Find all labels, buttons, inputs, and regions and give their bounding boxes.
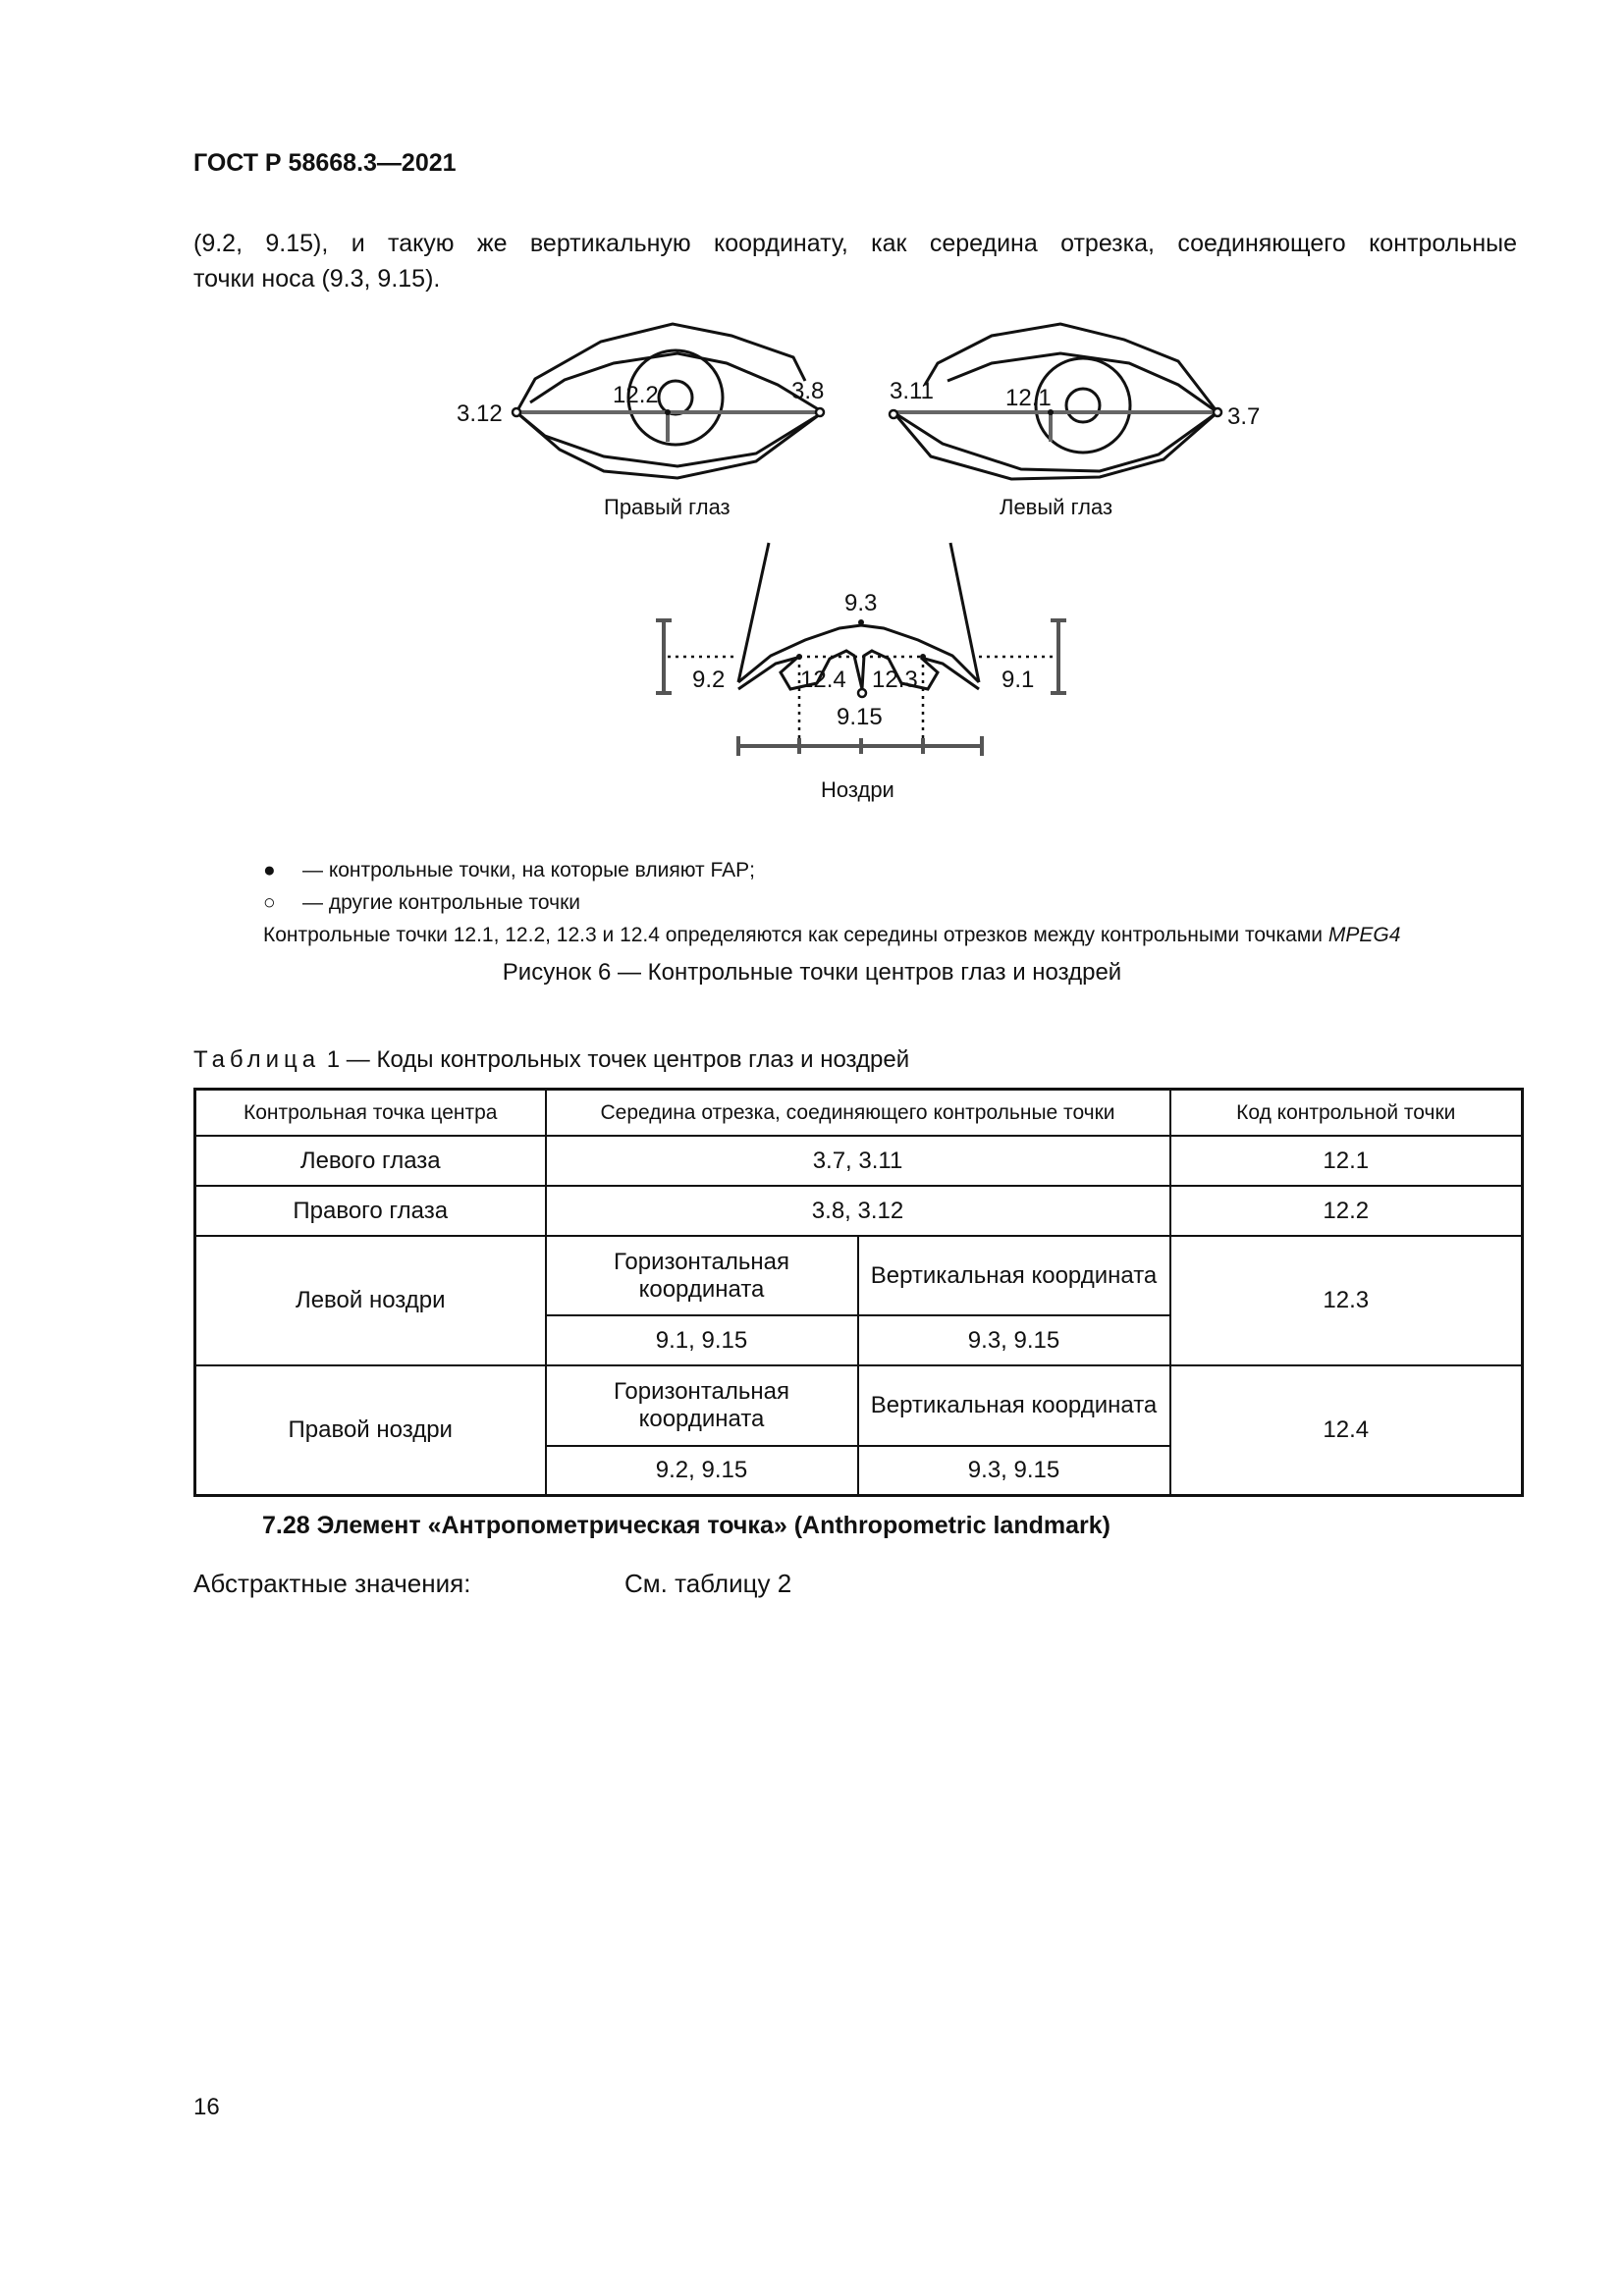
right-eye-caption: Правый глаз <box>604 495 731 519</box>
label-12-4: 12.4 <box>800 667 846 693</box>
section-heading: 7.28 Элемент «Антропометрическая точка» (Anthropometric landmark) <box>262 1512 1110 1539</box>
table-cell: 3.7, 3.11 <box>546 1136 1170 1186</box>
legend-text: — контрольные точки, на которые влияют FAP; <box>302 859 755 881</box>
legend-item-open <box>263 891 580 915</box>
figure-note-italic: MPEG4 <box>1327 924 1401 946</box>
label-3-12: 3.12 <box>457 400 503 427</box>
legend-text: — другие контрольные точки <box>302 891 581 914</box>
point-12-2 <box>665 409 671 415</box>
table-cell: Левого глаза <box>195 1136 546 1186</box>
table-row <box>195 1365 1523 1445</box>
open-dot-icon: ○ <box>263 891 276 914</box>
table-cell: Горизонтальная координата <box>546 1365 858 1445</box>
table-row <box>195 1236 1523 1315</box>
table-cell: 9.3, 9.15 <box>858 1446 1170 1496</box>
figure-note <box>263 924 1400 947</box>
table-header-row <box>195 1090 1523 1137</box>
table-cell: 3.8, 3.12 <box>546 1186 1170 1236</box>
label-9-2: 9.2 <box>692 667 726 693</box>
point-12-3 <box>920 654 926 660</box>
point-3-12 <box>513 408 520 416</box>
table-title <box>193 1046 909 1074</box>
label-9-1: 9.1 <box>1001 667 1035 693</box>
label-3-7: 3.7 <box>1227 403 1261 430</box>
table-row <box>195 1136 1523 1186</box>
figure-note-text: Контрольные точки 12.1, 12.2, 12.3 и 12.4 определяются как середины отрезков между контрольными точками <box>263 924 1324 946</box>
table-cell: 12.1 <box>1170 1136 1523 1186</box>
figure-title: Рисунок 6 — Контрольные точки центров глаз и ноздрей <box>502 959 1122 986</box>
table-cell: Вертикальная координата <box>858 1236 1170 1315</box>
point-3-8 <box>816 408 824 416</box>
nostril-scale <box>738 736 982 756</box>
intro-line-1: (9.2, 9.15), и такую же вертикальную координату, как середина отрезка, соединяющего контрольные <box>193 230 1517 257</box>
table-cell: 12.3 <box>1170 1236 1523 1365</box>
label-12-3: 12.3 <box>872 667 918 693</box>
codes-table <box>193 1088 1524 1497</box>
label-12-2: 12.2 <box>613 382 659 408</box>
point-3-7 <box>1214 408 1221 416</box>
nose-guides <box>668 657 1056 746</box>
table-title-prefix: Таблица <box>193 1046 321 1073</box>
abstract-value: См. таблицу 2 <box>624 1569 792 1598</box>
table-row <box>195 1186 1523 1236</box>
table-title-rest: 1 — Коды контрольных точек центров глаз и ноздрей <box>326 1046 910 1073</box>
label-9-3: 9.3 <box>844 590 878 616</box>
left-eye-caption: Левый глаз <box>1000 495 1113 519</box>
table-cell: 12.2 <box>1170 1186 1523 1236</box>
point-3-11 <box>890 410 897 418</box>
label-3-11: 3.11 <box>890 378 934 404</box>
label-9-15: 9.15 <box>837 704 883 730</box>
intro-line-2: точки носа (9.3, 9.15). <box>193 265 441 293</box>
header-cell: Код контрольной точки <box>1170 1090 1523 1137</box>
filled-dot-icon: ● <box>263 859 276 881</box>
table-cell: Горизонтальная координата <box>546 1236 858 1315</box>
table-cell: 12.4 <box>1170 1365 1523 1495</box>
table-cell: Правого глаза <box>195 1186 546 1236</box>
table-cell: Вертикальная координата <box>858 1365 1170 1445</box>
label-3-8: 3.8 <box>791 378 825 404</box>
label-12-1: 12.1 <box>1005 385 1052 411</box>
table-cell: 9.1, 9.15 <box>546 1315 858 1365</box>
abstract-label: Абстрактные значения: <box>193 1569 471 1598</box>
left-eye-drawing <box>893 324 1218 479</box>
point-12-4 <box>796 654 802 660</box>
table-cell: Левой ноздри <box>195 1236 546 1365</box>
document-header: ГОСТ Р 58668.3—2021 <box>193 149 457 177</box>
page-number: 16 <box>193 2094 220 2120</box>
table-cell: Правой ноздри <box>195 1365 546 1495</box>
right-eye-drawing <box>516 324 820 478</box>
nostrils-caption: Ноздри <box>821 777 894 802</box>
legend-item-filled <box>263 859 755 882</box>
table-cell: 9.3, 9.15 <box>858 1315 1170 1365</box>
table-cell: 9.2, 9.15 <box>546 1446 858 1496</box>
header-cell: Середина отрезка, соединяющего контрольные точки <box>546 1090 1170 1137</box>
header-cell: Контрольная точка центра <box>195 1090 546 1137</box>
figure-eyes-nostrils <box>0 0 1624 942</box>
